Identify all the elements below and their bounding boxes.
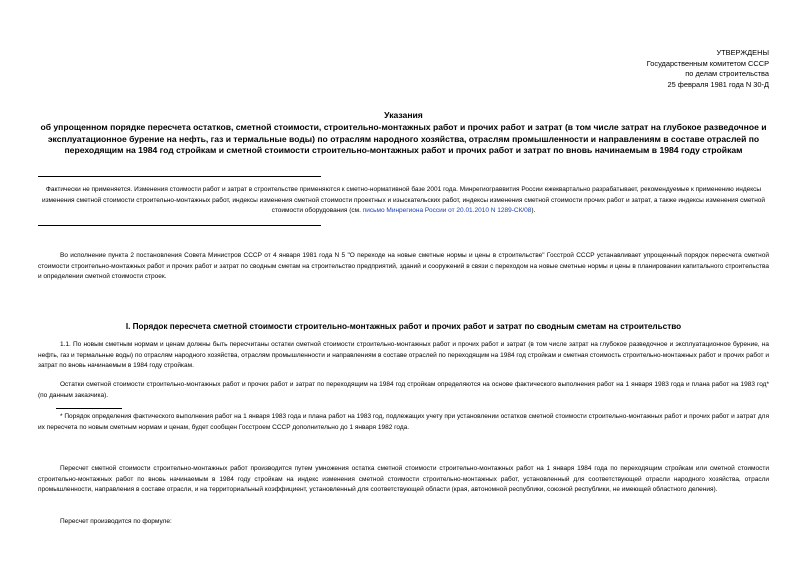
paragraph-formula-intro	[38, 517, 769, 528]
approval-stamp	[647, 48, 769, 90]
document-title	[20, 110, 787, 157]
paragraph-recalculation	[38, 464, 769, 496]
paragraph-1-1	[38, 340, 769, 372]
intro-text: Во исполнение пункта 2 постановления Совета Министров СССР от 4 января 1981 года N 5 "О переходе на новые сметные нормы и цены в строительстве" Госстрой СССР устанавливает упрощенный порядок пересчета сметной стоимости строительно-монтажных работ и прочих работ и затрат по сводным сметам на строительство предприятий, зданий и сооружений в связи с переходом на новые сметные нормы и цены в планировании капитального строительства и определении сметной стоимости строек.	[38, 252, 769, 281]
paragraph-remainders	[38, 380, 769, 401]
footnote	[38, 412, 769, 433]
approval-line: по делам строительства	[685, 69, 769, 79]
title-subtitle: об упрощенном порядке пересчета остатков, сметной стоимости, строительно-монтажных работ и прочих работ и затрат (в том числе затрат на глубокое разведочное и эксплуатационное бурение на нефть, газ и термальные воды) по отраслям народного хозяйства, отраслям промышленности и направлениям в составе отраслей по переходящим на 1984 год стройкам и сметной стоимости строительно-монтажных работ и прочих работ и затрат по вновь начинаемым в 1984 году стройкам	[40, 122, 767, 156]
paragraph-text: Пересчет производится по формуле:	[60, 518, 172, 525]
intro-paragraph	[38, 251, 769, 283]
divider	[38, 225, 321, 226]
paragraph-text: Пересчет сметной стоимости строительно-монтажных работ производится путем умножения остатка сметной стоимости строительно-монтажных работ на 1 января 1984 года по переходящим стройкам или сметной стоимости строительно-монтажных работ по вновь начинаемым в 1984 году стройкам на индекс изменения сметной стоимости строительно-монтажных работ, установленный для соответствующей отрасли народного хозяйства, отрасли промышленности, направления в составе отрасли, и на территориальный коэффициент, установленный для соответствующей области (края, автономной республики, союзной республики, не имеющей областного деления).	[38, 465, 769, 494]
section-heading: I. Порядок пересчета сметной стоимости строительно-монтажных работ и прочих работ и затрат по сводным сметам на строительство	[125, 322, 682, 331]
status-note	[38, 185, 769, 217]
approval-line: Государственным комитетом СССР	[646, 58, 769, 68]
divider	[38, 176, 321, 177]
title-heading: Указания	[384, 110, 423, 120]
footnote-text: * Порядок определения фактического выполнения работ на 1 января 1983 года и плана работ на 1983 год, подлежащих учету при установлении остатков сметной стоимости строительно-монтажных работ и прочих работ и затрат для их пересчета по новым сметным нормам и ценам, будет сообщен Госстроем СССР дополнительно до 1 января 1982 года.	[38, 413, 769, 431]
paragraph-text: Остатки сметной стоимости строительно-монтажных работ и прочих работ и затрат по переходящим на 1984 год стройкам определяются на основе фактического выполнения работ на 1 января 1983 года и плана работ на 1983 год* (по данным заказчика).	[38, 381, 769, 399]
approval-line: УТВЕРЖДЕНЫ	[716, 48, 769, 57]
footnote-divider	[56, 408, 122, 409]
reference-link[interactable]: письмо Минрегиона России от 20.01.2010 N 1289-СК/08	[362, 207, 532, 215]
approval-line: 25 февраля 1981 года N 30-Д	[667, 79, 769, 89]
paragraph-text: 1.1. По новым сметным нормам и ценам должны быть пересчитаны остатки сметной стоимости строительно-монтажных работ и прочих работ и затрат (в том числе затрат на глубокое разведочное и эксплуатационное бурение, на нефть, газ и термальные воды) по отраслям народного хозяйства, отраслям промышленности и направлениям в составе отраслей по переходящим на 1984 год стройкам и сметная стоимость строительно-монтажных работ и прочих работ и затрат по вновь начинаемым в 1984 году стройкам.	[38, 341, 769, 370]
status-note-text: Фактически не применяется. Изменения стоимости работ и затрат в строительстве применяются к сметно-нормативной базе 2001 года. Минрегиограввития России ежеквартально разрабатывает, рекомендуемые к применению индексы изменения сметной стоимости строительно-монтажных работ, индексы изменения сметной стоимости проектных и изыскательских работ, индексы изменения сметной стоимости прочих работ и затрат, а также индексы изменения сметной стоимости оборудования (см.	[41, 186, 766, 215]
status-note-tail: ).	[531, 207, 536, 215]
